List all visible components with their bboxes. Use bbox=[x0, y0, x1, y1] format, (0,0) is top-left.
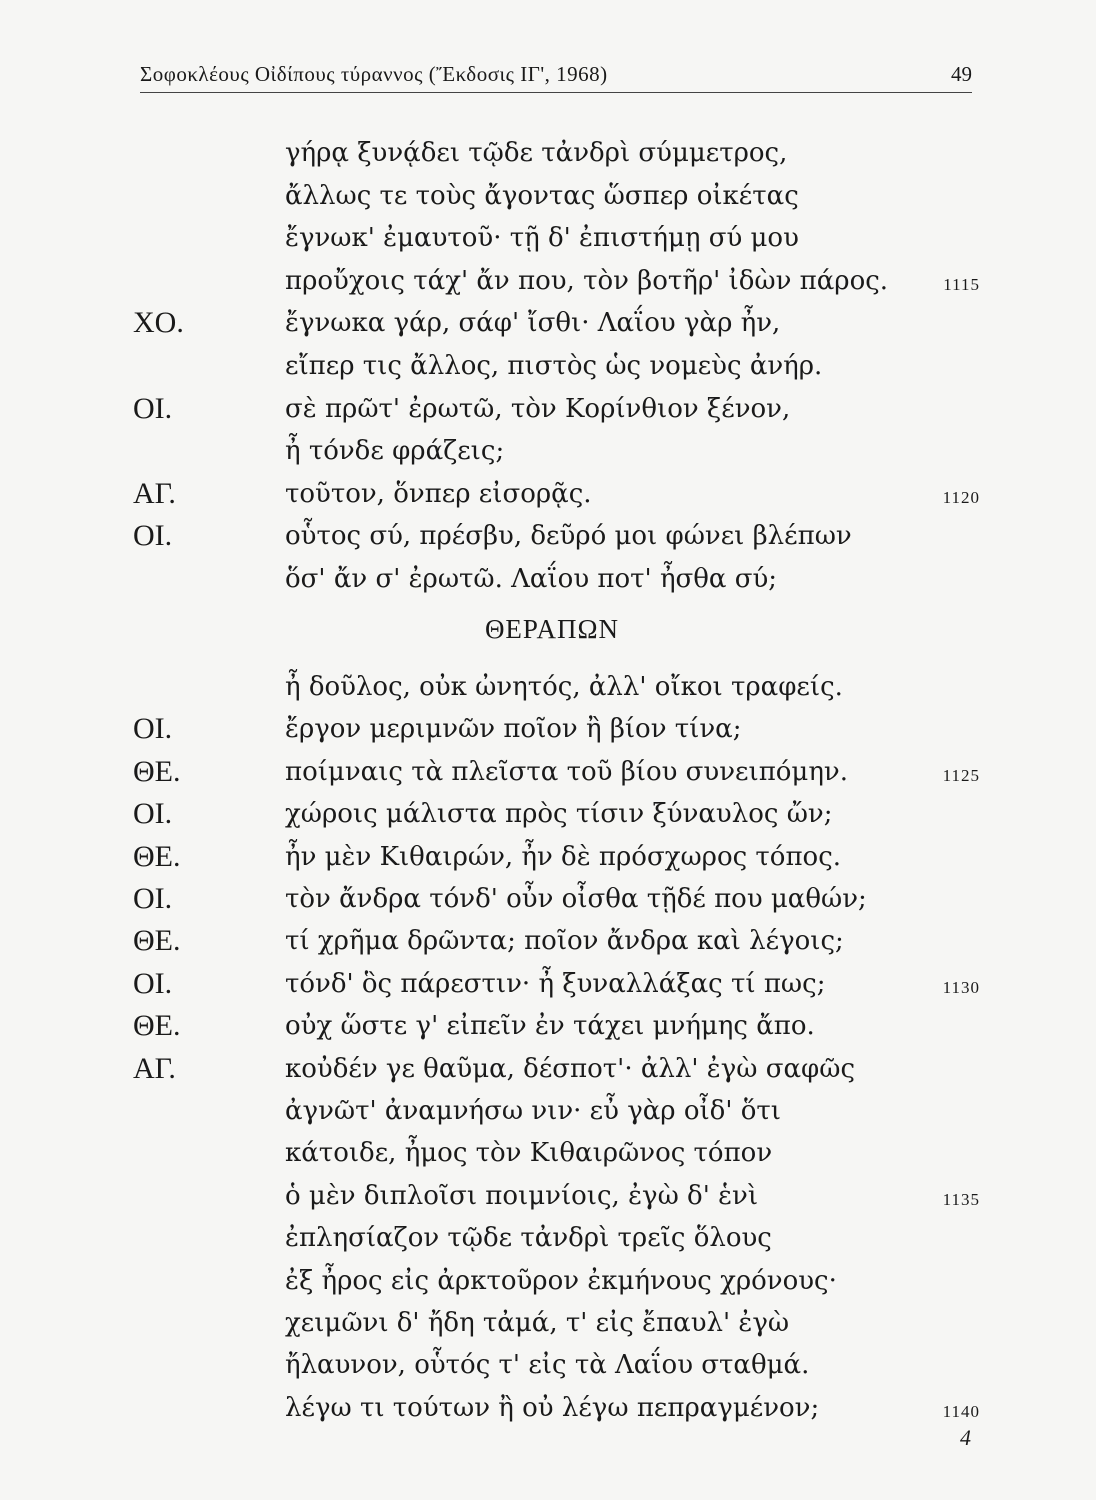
verse-text: οὐχ ὥστε γ' εἰπεῖν ἐν τάχει μνήμης ἄπο. bbox=[285, 1011, 815, 1042]
verse-line bbox=[0, 345, 1096, 387]
verse-text: ἔγνωκ' ἐμαυτοῦ· τῇ δ' ἐπιστήμῃ σύ μου bbox=[285, 223, 799, 254]
verse-text: τόνδ' ὃς πάρεστιν· ἦ ξυναλλάξας τί πως; bbox=[285, 968, 826, 999]
verse-line bbox=[0, 708, 1096, 750]
verse-text: λέγω τι τούτων ἢ οὐ λέγω πεπραγμένον; bbox=[285, 1392, 820, 1423]
verse-text: ἔργον μεριμνῶν ποῖον ἢ βίον τίνα; bbox=[285, 714, 742, 745]
speaker-label: ΑΓ. bbox=[133, 1051, 176, 1085]
line-number: 1115 bbox=[943, 274, 980, 294]
verse-text: τὸν ἄνδρα τόνδ' οὖν οἶσθα τῇδέ που μαθών; bbox=[285, 884, 867, 914]
verse-line bbox=[0, 302, 1096, 344]
verse-line bbox=[0, 217, 1096, 259]
speaker-label: ΟΙ. bbox=[133, 797, 173, 831]
verse-line bbox=[0, 388, 1096, 430]
speaker-label: ΘΕ. bbox=[133, 924, 181, 958]
verse-line bbox=[0, 1260, 1096, 1302]
speaker-label: ΘΕ. bbox=[133, 754, 181, 788]
verse-text: χειμῶνι δ' ἤδη τἀμά, τ' εἰς ἔπαυλ' ἐγὼ bbox=[285, 1308, 790, 1338]
verse-line bbox=[0, 473, 1096, 515]
speaker-label: ΟΙ. bbox=[133, 966, 173, 1000]
verse-line bbox=[0, 515, 1096, 557]
verse-line bbox=[0, 836, 1096, 878]
verse-line bbox=[0, 878, 1096, 920]
verse-text: ἦν μὲν Κιθαιρών, ἦν δὲ πρόσχωρος τόπος. bbox=[285, 841, 842, 872]
line-number: 1135 bbox=[942, 1189, 980, 1209]
verse-text: κοὐδέν γε θαῦμα, δέσποτ'· ἀλλ' ἐγὼ σαφῶς bbox=[285, 1053, 856, 1084]
verse-line bbox=[0, 175, 1096, 217]
speaker-label: ΟΙ. bbox=[133, 391, 173, 425]
verse-line bbox=[0, 920, 1096, 962]
verse-text: ἔγνωκα γάρ, σάφ' ἴσθι· Λαΐου γὰρ ἦν, bbox=[285, 308, 781, 339]
verse-line bbox=[0, 963, 1096, 1005]
speaker-label: ΘΕ. bbox=[133, 839, 181, 873]
verse-line bbox=[0, 1175, 1096, 1217]
verse-text: κάτοιδε, ἦμος τὸν Κιθαιρῶνος τόπον bbox=[285, 1138, 773, 1169]
verse-line bbox=[0, 1217, 1096, 1259]
line-number: 1140 bbox=[942, 1401, 980, 1421]
verse-line bbox=[0, 132, 1096, 174]
verse-text: οὗτος σύ, πρέσβυ, δεῦρό μοι φώνει βλέπων bbox=[285, 521, 852, 552]
speaker-label: ΟΙ. bbox=[133, 712, 173, 746]
verse-line bbox=[0, 1048, 1096, 1090]
verse-text: τί χρῆμα δρῶντα; ποῖον ἄνδρα καὶ λέγοις; bbox=[285, 926, 844, 957]
verse-line bbox=[0, 1005, 1096, 1047]
running-header bbox=[140, 58, 972, 93]
signature-mark: 4 bbox=[960, 1425, 971, 1450]
verse-line bbox=[0, 1387, 1096, 1429]
verse-text: χώροις μάλιστα πρὸς τίσιν ξύναυλος ὤν; bbox=[285, 799, 833, 830]
line-number: 1120 bbox=[942, 487, 980, 507]
header-title: Σοφοκλέους Οἰδίπους τύραννος (Ἔκδοσις ΙΓ', 1968) bbox=[140, 62, 608, 86]
verse-text: ὅσ' ἄν σ' ἐρωτῶ. Λαΐου ποτ' ἦσθα σύ; bbox=[285, 564, 778, 594]
page-number: 49 bbox=[951, 62, 972, 86]
verse-line bbox=[0, 666, 1096, 708]
speaker-label: ΘΕ. bbox=[133, 1009, 181, 1043]
verse-line bbox=[0, 260, 1096, 302]
verse-text: τοῦτον, ὅνπερ εἰσορᾷς. bbox=[285, 478, 592, 509]
verse-line bbox=[0, 430, 1096, 472]
verse-line bbox=[0, 558, 1096, 600]
verse-text: ἀγνῶτ' ἀναμνήσω νιν· εὖ γὰρ οἶδ' ὅτι bbox=[285, 1096, 781, 1126]
verse-text: ἄλλως τε τοὺς ἄγοντας ὥσπερ οἰκέτας bbox=[285, 180, 799, 211]
verse-line bbox=[0, 1302, 1096, 1344]
verse-text: εἴπερ τις ἄλλος, πιστὸς ὡς νομεὺς ἀνήρ. bbox=[285, 351, 823, 381]
verse-line bbox=[0, 1132, 1096, 1174]
speaker-label: ΟΙ. bbox=[133, 882, 173, 915]
speaker-heading: ΘΕΡΑΠΩΝ bbox=[484, 614, 620, 644]
verse-text: ἐπλησίαζον τῷδε τἀνδρὶ τρεῖς ὅλους bbox=[285, 1223, 772, 1254]
verse-text: ποίμναις τὰ πλεῖστα τοῦ βίου συνειπόμην. bbox=[285, 756, 848, 787]
verse-line bbox=[0, 751, 1096, 793]
verse-text: γήρᾳ ξυνᾴδει τῷδε τἀνδρὶ σύμμετρος, bbox=[285, 138, 788, 168]
verse-text: ἐξ ἦρος εἰς ἀρκτοῦρον ἐκμήνους χρόνους· bbox=[285, 1265, 837, 1296]
verse-text: σὲ πρῶτ' ἐρωτῶ, τὸν Κορίνθιον ξένον, bbox=[285, 393, 791, 424]
line-number: 1125 bbox=[942, 765, 980, 785]
verse-text: ὁ μὲν διπλοῖσι ποιμνίοις, ἐγὼ δ' ἑνὶ bbox=[285, 1180, 759, 1211]
line-number: 1130 bbox=[942, 977, 980, 997]
verse-line bbox=[0, 793, 1096, 835]
verse-line bbox=[0, 1090, 1096, 1132]
speaker-label: ΧΟ. bbox=[133, 306, 184, 340]
verse-text: ἤλαυνον, οὗτός τ' εἰς τὰ Λαΐου σταθμά. bbox=[285, 1350, 810, 1381]
verse-text: προὔχοις τάχ' ἄν που, τὸν βοτῆρ' ἰδὼν πάρος. bbox=[285, 265, 889, 296]
verse-line bbox=[0, 1344, 1096, 1386]
speaker-label: ΟΙ. bbox=[133, 519, 173, 553]
verse-text: ἦ δοῦλος, οὐκ ὠνητός, ἀλλ' οἴκοι τραφείς. bbox=[285, 672, 843, 702]
verse-text: ἦ τόνδε φράζεις; bbox=[285, 436, 505, 467]
speaker-label: ΑΓ. bbox=[133, 476, 176, 510]
